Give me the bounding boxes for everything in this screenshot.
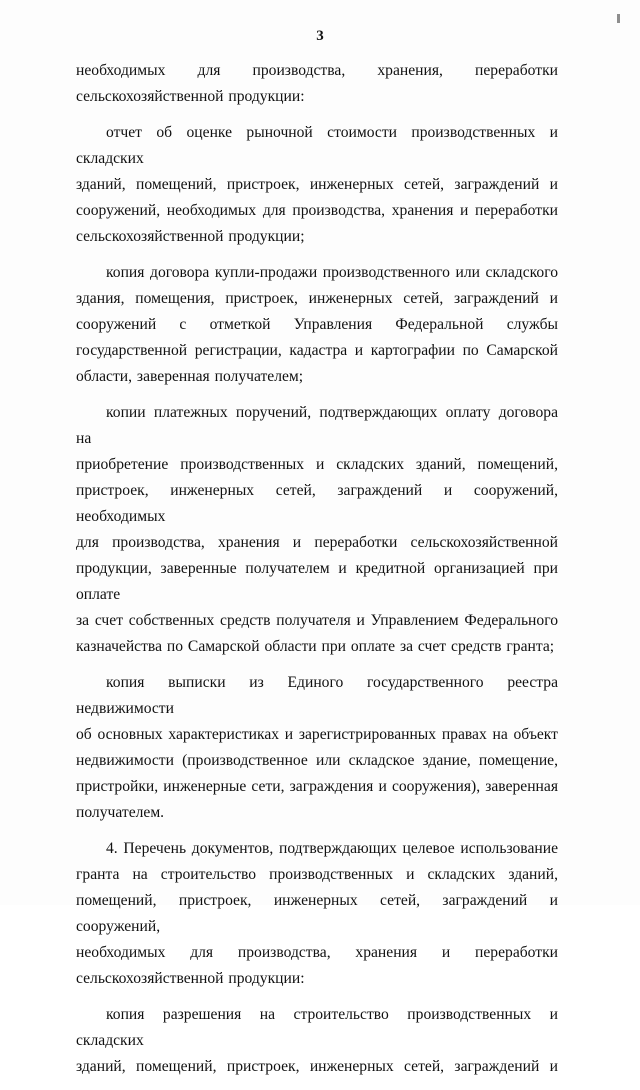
paragraph-sale-contract (76, 260, 558, 390)
text-line: об основных характеристиках и зарегистрированных правах на объект (76, 726, 558, 743)
text-line: копия разрешения на строительство производственных и складских (76, 1006, 558, 1049)
scan-artifact (617, 14, 620, 23)
text-line: пристроек, инженерных сетей, заграждений и сооружений, необходимых (76, 482, 558, 525)
paragraph-payment-orders (76, 400, 558, 660)
text-line: приобретение производственных и складских зданий, помещений, (76, 456, 558, 473)
text-line: получателем. (76, 804, 165, 821)
text-line: здания, помещения, пристроек, инженерных сетей, заграждений и (76, 290, 558, 307)
paragraph-continuation (76, 58, 558, 110)
paragraph-registry-extract (76, 670, 558, 826)
text-line: сельскохозяйственной продукции: (76, 88, 305, 105)
text-line: копии платежных поручений, подтверждающих оплату договора на (76, 404, 558, 447)
paragraph-section-4 (76, 836, 558, 992)
text-line: сооружений с отметкой Управления Федеральной службы (76, 316, 558, 333)
text-line: за счет собственных средств получателя и Управлением Федерального (76, 612, 558, 629)
text-line: помещений, пристроек, инженерных сетей, заграждений и сооружений, (76, 892, 558, 935)
paragraph-building-permit (76, 1002, 558, 1080)
text-line: сельскохозяйственной продукции: (76, 970, 305, 987)
text-line: сельскохозяйственной продукции; (76, 228, 305, 245)
text-line: копия договора купли-продажи производственного или складского (106, 264, 558, 281)
text-line: казначейства по Самарской области при оплате за счет средств гранта; (76, 638, 555, 655)
text-line: необходимых для производства, хранения и переработки (76, 944, 558, 961)
paragraph-valuation-report (76, 120, 558, 250)
text-line: пристройки, инженерные сети, заграждения и сооружения), заверенная (76, 778, 558, 795)
page-number: 3 (316, 28, 324, 44)
text-line: области, заверенная получателем; (76, 368, 304, 385)
text-line: гранта на строительство производственных и складских зданий, (76, 866, 558, 883)
text-line: для производства, хранения и переработки сельскохозяйственной (76, 534, 558, 551)
document-body (76, 58, 558, 1090)
text-line: сооружений, необходимых для производства, хранения и переработки (76, 202, 558, 219)
text-line: государственной регистрации, кадастра и картографии по Самарской (76, 342, 558, 359)
text-line: зданий, помещений, пристроек, инженерных сетей, заграждений и (76, 1058, 558, 1075)
text-line: копия выписки из Единого государственного реестра недвижимости (76, 674, 558, 717)
text-line: отчет об оценке рыночной стоимости производственных и складских (76, 124, 558, 167)
text-line: зданий, помещений, пристроек, инженерных сетей, заграждений и (76, 176, 558, 193)
text-line: 4. Перечень документов, подтверждающих целевое использование (106, 840, 558, 857)
text-line: продукции, заверенные получателем и кредитной организацией при оплате (76, 560, 558, 603)
text-line: необходимых для производства, хранения, переработки (76, 62, 558, 79)
text-line: недвижимости (производственное или складское здание, помещение, (76, 752, 558, 769)
